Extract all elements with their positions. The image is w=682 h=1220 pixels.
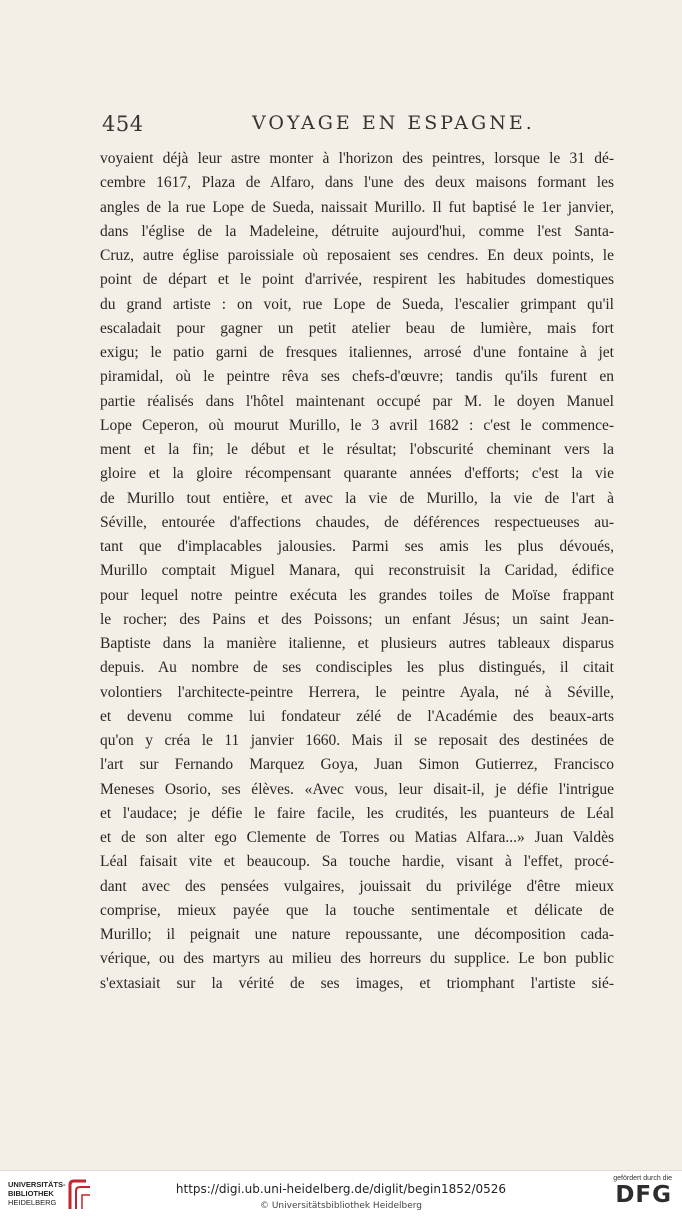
text-line: pour lequel notre peintre exécuta les grandes toiles de Moïse frappant bbox=[100, 586, 614, 604]
text-line: Meneses Osorio, ses élèves. «Avec vous, leur disait-il, je défie l'intrigue bbox=[100, 780, 614, 798]
text-line: point de départ et le point d'arrivée, respirent les habitudes domestiques bbox=[100, 271, 614, 289]
text-line: dant avec des pensées vulgaires, jouissait du privilége d'être mieux bbox=[100, 877, 614, 895]
text-line: Séville, entourée d'affections chaudes, de déférences respectueuses au- bbox=[100, 513, 614, 531]
text-line: et de son alter ego Clemente de Torres ou Matias Alfara...» Juan Valdès bbox=[100, 829, 614, 846]
text-line: et devenu comme lui fondateur zélé de l'Académie des beaux-arts bbox=[100, 707, 614, 725]
text-line: vérique, ou des martyrs au milieu des horreurs du supplice. Le bon public bbox=[100, 950, 614, 968]
text-line: Baptiste dans la manière italienne, et plusieurs autres tableaux disparus bbox=[100, 635, 614, 652]
text-line: Murillo; il peignait une nature repoussante, une décomposition cada- bbox=[100, 926, 614, 943]
library-name-line3: HEIDELBERG bbox=[8, 1198, 57, 1207]
page-number: 454 bbox=[102, 112, 144, 136]
running-title: VOYAGE EN ESPAGNE. bbox=[252, 112, 535, 134]
text-line: voyaient déjà leur astre monter à l'horizon des peintres, lorsque le 31 dé- bbox=[100, 150, 614, 167]
text-line: escaladait pour gagner un petit atelier beau de lumière, mais fort bbox=[100, 319, 614, 337]
text-line: angles de la rue Lope de Sueda, naissait Murillo. Il fut baptisé le 1er janvier, bbox=[100, 198, 614, 216]
text-line: Lope Ceperon, où mourut Murillo, le 3 avril 1682 : c'est le commence- bbox=[100, 416, 614, 434]
permalink[interactable]: https://digi.ub.uni-heidelberg.de/diglit/begin1852/0526 bbox=[175, 1182, 507, 1196]
text-line: gloire et la gloire récompensant quarante années d'efforts; c'est la vie bbox=[100, 465, 614, 483]
text-line: Murillo comptait Miguel Manara, qui reconstruisit la Caridad, édifice bbox=[100, 562, 614, 580]
text-line: cembre 1617, Plaza de Alfaro, dans l'une des deux maisons formant les bbox=[100, 174, 614, 192]
text-line: volontiers l'architecte-peintre Herrera, le peintre Ayala, né à Séville, bbox=[100, 683, 614, 701]
text-line: Léal faisait vite et beaucoup. Sa touche hardie, visant à l'effet, procé- bbox=[100, 853, 614, 871]
text-line: partie réalisés dans l'hôtel maintenant occupé par M. le doyen Manuel bbox=[100, 392, 614, 410]
text-line: comprise, mieux payée que la touche sentimentale et délicate de bbox=[100, 901, 614, 919]
text-line: ment et la fin; le début et le résultat; l'obscurité cheminant vers la bbox=[100, 441, 614, 458]
sponsor-caption: gefördert durch die bbox=[613, 1175, 672, 1182]
body-text bbox=[100, 147, 614, 996]
text-line: le rocher; des Pains et des Poissons; un enfant Jésus; un saint Jean- bbox=[100, 610, 614, 628]
text-line: tant que d'implacables jalousies. Parmi ses amis les plus dévoués, bbox=[100, 538, 614, 555]
copyright-notice: © Universitätsbibliothek Heidelberg bbox=[259, 1201, 422, 1211]
sponsor-logo: DFG bbox=[615, 1182, 672, 1208]
text-line: Cruz, autre église paroissiale où reposaient ses cendres. En deux points, le bbox=[100, 247, 614, 264]
text-line: depuis. Au nombre de ses condisciples les plus distingués, il citait bbox=[100, 659, 614, 677]
text-line: piramidal, où le peintre rêva ses chefs-d'œuvre; tandis qu'ils furent en bbox=[100, 368, 614, 386]
running-head bbox=[102, 112, 612, 140]
text-line: qu'on y créa le 11 janvier 1660. Mais il se reposait des destinées de bbox=[100, 732, 614, 749]
library-name-line1: UNIVERSITÄTS- bbox=[8, 1180, 66, 1189]
text-line: l'art sur Fernando Marquez Goya, Juan Simon Gutierrez, Francisco bbox=[100, 756, 614, 774]
text-line: dans l'église de la Madeleine, détruite aujourd'hui, comme l'est Santa- bbox=[100, 222, 614, 240]
footer-bar bbox=[0, 1170, 682, 1220]
text-line: exigu; le patio garni de fresques italiennes, arrosé d'une fontaine à jet bbox=[100, 344, 614, 361]
text-line: s'extasiait sur la vérité de ses images, et triomphant l'artiste sié- bbox=[100, 974, 614, 992]
dfg-logo[interactable] bbox=[602, 1175, 672, 1217]
text-line: de Murillo tout entière, et avec la vie de Murillo, la vie de l'art à bbox=[100, 489, 614, 507]
text-line: du grand artiste : on voit, rue Lope de Sueda, l'escalier grimpant qu'il bbox=[100, 295, 614, 313]
library-name-line2: BIBLIOTHEK bbox=[8, 1189, 54, 1198]
text-line: et l'audace; je défie le faire facile, les crudités, les puanteurs de Léal bbox=[100, 804, 614, 822]
